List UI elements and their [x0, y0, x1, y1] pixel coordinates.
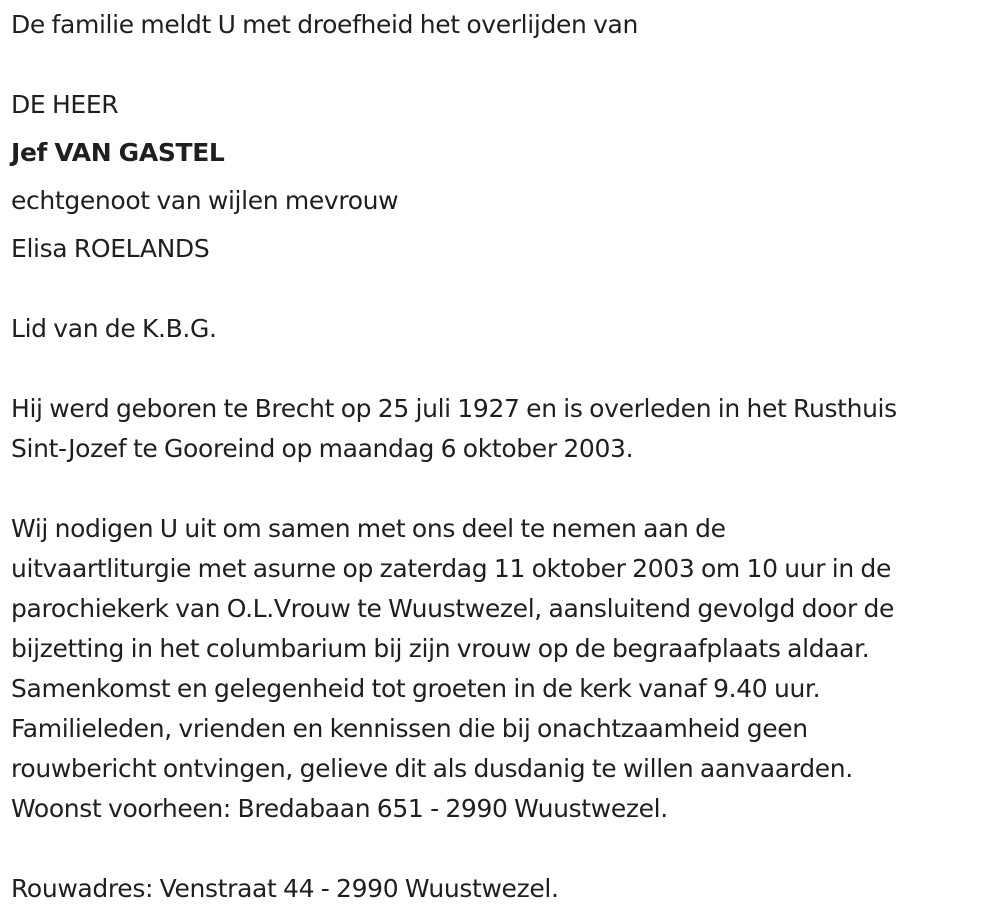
- funeral-info-line: bijzetting in het columbarium bij zijn vrouw op de begraafplaats aldaar.: [11, 634, 870, 663]
- membership-text: Lid van de K.B.G.: [11, 314, 217, 343]
- deceased-name: Jef VAN GASTEL: [11, 138, 225, 167]
- intro-text: De familie meldt U met droefheid het overlijden van: [11, 10, 639, 39]
- funeral-info-line: parochiekerk van O.L.Vrouw te Wuustwezel, aansluitend gevolgd door de: [11, 594, 895, 623]
- birth-death-line: Hij werd geboren te Brecht op 25 juli 1927 en is overleden in het Rusthuis: [11, 394, 897, 423]
- funeral-info-line: Samenkomst en gelegenheid tot groeten in de kerk vanaf 9.40 uur.: [11, 674, 821, 703]
- spouse-name: Elisa ROELANDS: [11, 234, 210, 263]
- mourning-address: Rouwadres: Venstraat 44 - 2990 Wuustwezel.: [11, 874, 559, 903]
- honorific: DE HEER: [11, 90, 119, 119]
- spouse-relation: echtgenoot van wijlen mevrouw: [11, 186, 399, 215]
- birth-death-line: Sint-Jozef te Gooreind op maandag 6 oktober 2003.: [11, 434, 634, 463]
- funeral-info-line: Familieleden, vrienden en kennissen die bij onachtzaamheid geen: [11, 714, 808, 743]
- funeral-info-line: rouwbericht ontvingen, gelieve dit als dusdanig te willen aanvaarden.: [11, 754, 853, 783]
- funeral-info-line: Woonst voorheen: Bredabaan 651 - 2990 Wuustwezel.: [11, 794, 668, 823]
- funeral-info-line: Wij nodigen U uit om samen met ons deel te nemen aan de: [11, 514, 726, 543]
- funeral-info-line: uitvaartliturgie met asurne op zaterdag 11 oktober 2003 om 10 uur in de: [11, 554, 891, 583]
